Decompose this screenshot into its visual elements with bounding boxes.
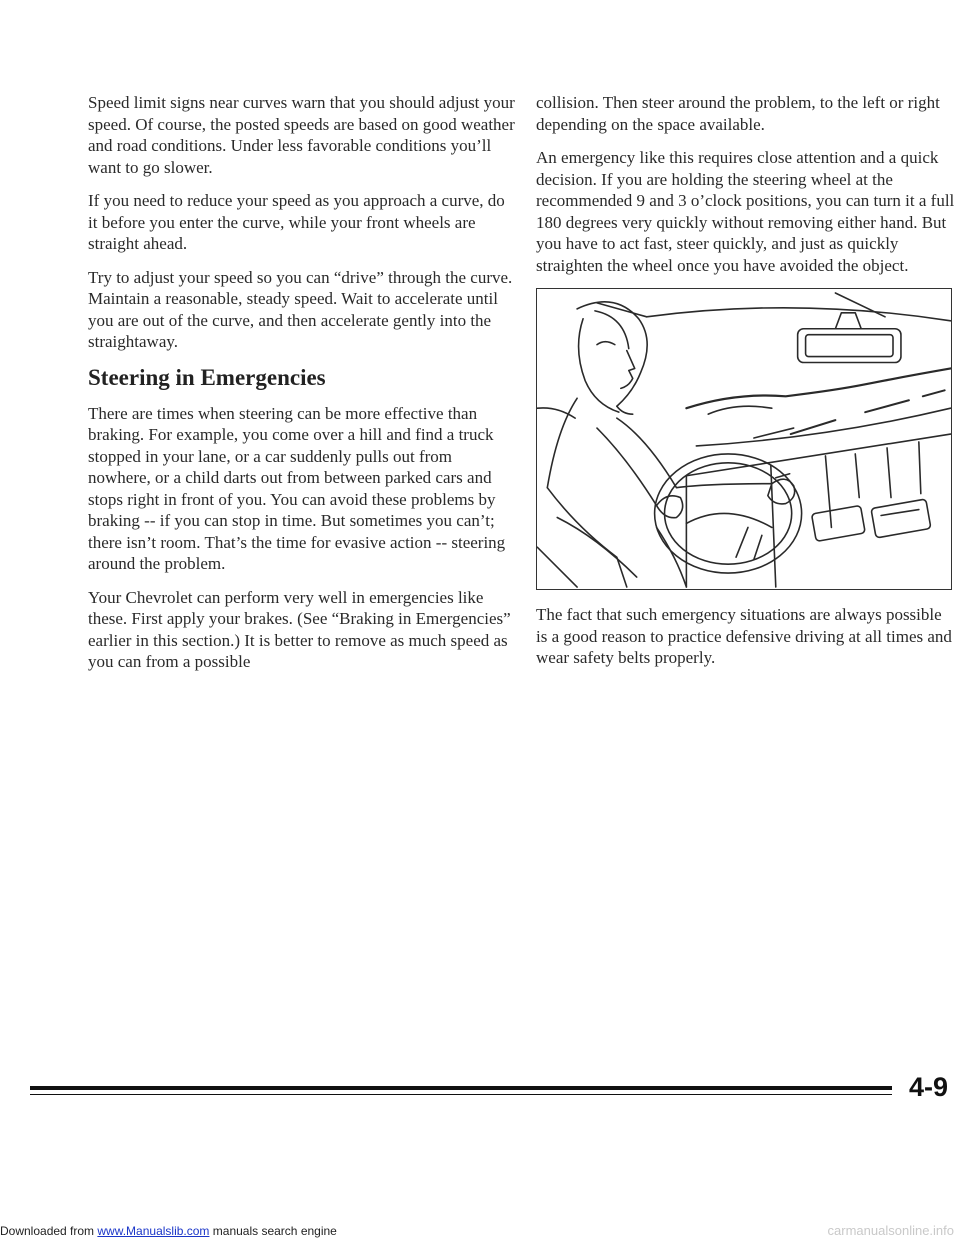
figure-caption: The fact that such emergency situations are always possible is a good reason to practice defensive driving at all times and wear safety belts properly.	[536, 605, 952, 667]
left-column	[88, 92, 516, 685]
footer-rule-thick	[30, 1086, 892, 1090]
paragraph-reduce-speed: If you need to reduce your speed as you approach a curve, do it before you enter the curve, while your front wheels are straight ahead.	[88, 191, 505, 253]
manualslib-link[interactable]: www.Manualslib.com	[97, 1224, 210, 1238]
paragraph-emergency-decision: An emergency like this requires close attention and a quick decision. If you are holding the steering wheel at the recommended 9 and 3 o’clock positions, you can turn it a full 180 degrees very quickly without removing either hand. But you have to act fast, steer quickly, and just as quickly straighten the wheel once you have avoided the object.	[536, 148, 955, 275]
right-column	[536, 92, 956, 681]
footer-prefix: Downloaded from	[0, 1224, 98, 1238]
footer-rule-thin	[30, 1094, 892, 1095]
section-heading: Steering in Emergencies	[88, 364, 326, 390]
driver-steering-drawing	[537, 289, 951, 589]
page-number: 4-9	[908, 1072, 948, 1102]
paragraph-collision-steer: collision. Then steer around the problem, to the left or right depending on the space available.	[536, 93, 940, 134]
watermark: carmanualsonline.info	[827, 1223, 954, 1238]
footer-suffix: manuals search engine	[209, 1224, 337, 1238]
driver-illustration	[536, 288, 952, 590]
paragraph-chevrolet-emergencies: Your Chevrolet can perform very well in emergencies like these. First apply your brakes. (See “Braking in Emergencies” earlier in this section.) It is better to remove as much speed as you can from a possible	[88, 587, 511, 671]
paragraph-adjust-speed: Try to adjust your speed so you can “drive” through the curve. Maintain a reasonable, steady speed. Wait to accelerate until you are out of the curve, and then accelerate gently into the straightaway.	[88, 267, 513, 351]
download-footer	[0, 1224, 337, 1238]
paragraph-steering-effective: There are times when steering can be more effective than braking. For example, you come over a hill and find a truck stopped in your lane, or a car suddenly pulls out from nowhere, or a child darts out from between parked cars and stops right in front of you. You can avoid these problems by braking -- if you can stop in time. But sometimes you can’t; there isn’t room. That’s the time for evasive action -- steering around the problem.	[88, 403, 506, 573]
paragraph-speed-signs: Speed limit signs near curves warn that you should adjust your speed. Of course, the posted speeds are based on good weather and road conditions. Under less favorable conditions you’ll want to go slower.	[88, 93, 515, 177]
